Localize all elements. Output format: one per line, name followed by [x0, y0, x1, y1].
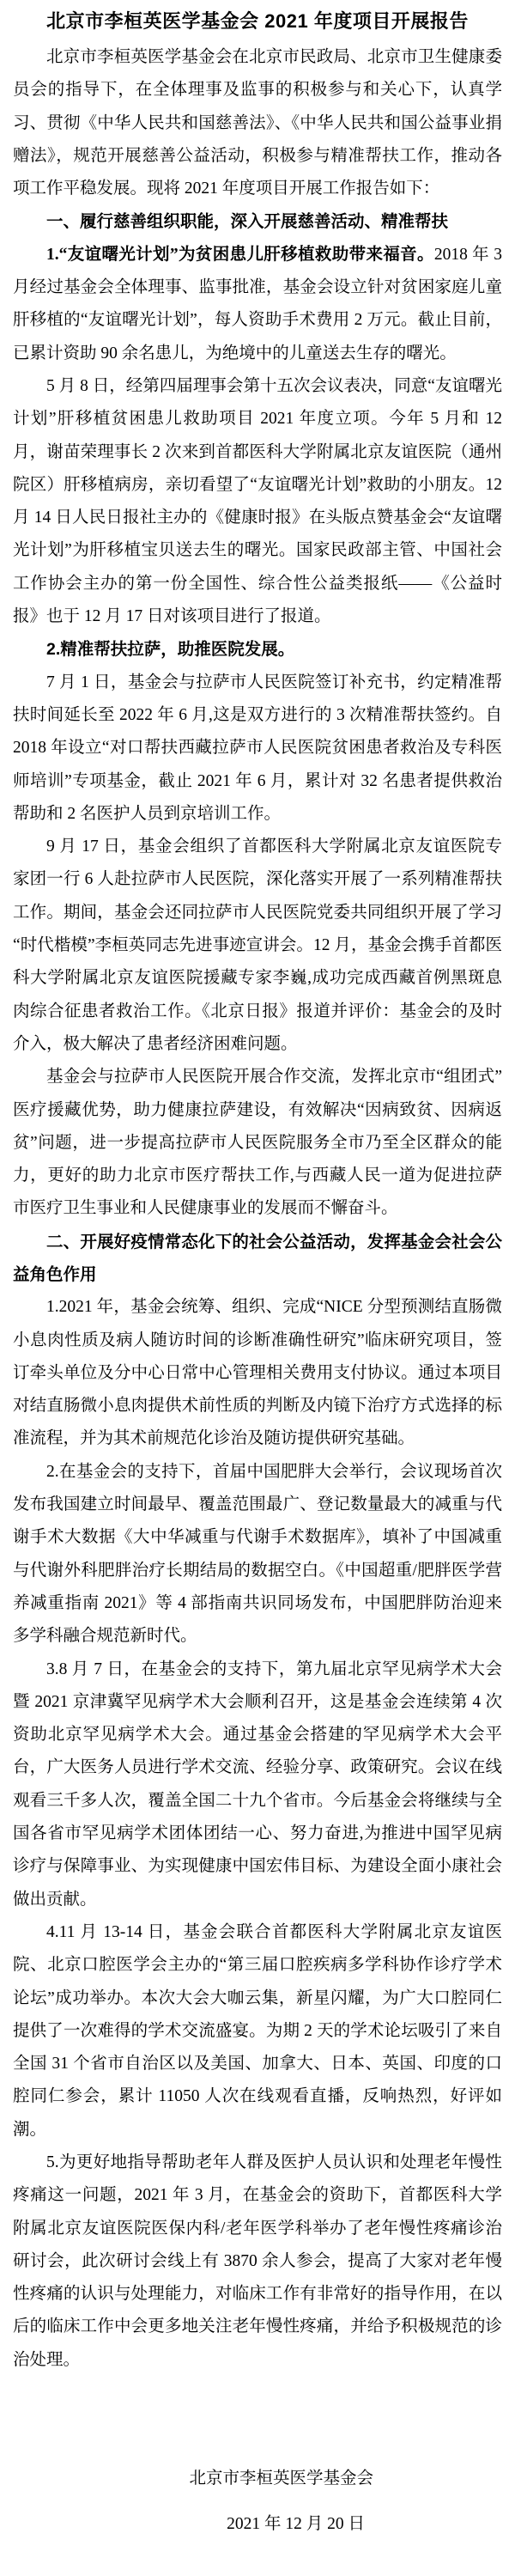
report-paragraph: 5.为更好地指导帮助老年人群及医护人员认识和处理老年慢性疼痛这一问题，2021 年 3 月，在基金会的资助下，首都医科大学附属北京友谊医院医保内科/老年医学科举办了老年慢性疼痛诊治研讨会，此次研讨会线上有 3870 余人参会，提高了大家对老年慢性疼痛的认识与处理能力，对临床工作有非常好的指导作用，在以后的临床工作中会更多地关注老年慢性疼痛，并给予积极规范的诊治处理。 — [13, 2153, 502, 2369]
report-paragraph: 7 月 1 日，基金会与拉萨市人民医院签订补充书，约定精准帮扶时间延长至 2022 年 6 月,这是双方进行的 3 次精准帮扶签约。自 2018 年设立“对口帮扶西藏拉萨市人民医院贫困患者救治及专科医师培训”专项基金，截止 2021 年 6 月，累计对 32 名患者提供救治帮助和 2 名医护人员到京培训工作。 — [13, 673, 502, 823]
section-heading: 二、开展好疫情常态化下的社会公益活动，发挥基金会社会公益角色作用 — [13, 1232, 502, 1284]
report-paragraph: 9 月 17 日，基金会组织了首都医科大学附属北京友谊医院专家团一行 6 人赴拉萨市人民医院，深化落实开展了一系列精准帮扶工作。期间，基金会还同拉萨市人民医院党委共同组织开展了学习“时代楷模”李桓英同志先进事迹宣讲会。12 月，基金会携手首都医科大学附属北京友谊医院援藏专家李巍,成功完成西藏首例黑斑息肉综合征患者救治工作。《北京日报》报道并评价：基金会的及时介入，极大解决了患者经济困难问题。 — [13, 837, 502, 1053]
paragraph-bold-lead: 1.“友谊曙光计划”为贫困患儿肝移植救助带来福音。 — [46, 245, 434, 264]
report-paragraph: 1.“友谊曙光计划”为贫困患儿肝移植救助带来福音。2018 年 3 月经过基金会全体理事、监事批准，基金会设立针对贫困家庭儿童肝移植的“友谊曙光计划”，每人资助手术费用 2 万元。截止目前，已累计资助 90 余名患儿，为绝境中的儿童送去生存的曙光。 — [13, 245, 502, 362]
signature-block — [13, 2463, 502, 2542]
report-paragraph: 北京市李桓英医学基金会在北京市民政局、北京市卫生健康委员会的指导下，在全体理事及监事的积极参与和关心下，认真学习、贯彻《中华人民共和国慈善法》、《中华人民共和国公益事业捐赠法》，规范开展慈善公益活动，积极参与精准帮扶工作，推动各项工作平稳发展。现将 2021 年度项目开展工作报告如下： — [13, 48, 502, 198]
signature-org: 北京市李桓英医学基金会 — [189, 2469, 373, 2488]
report-paragraph: 5 月 8 日，经第四届理事会第十五次会议表决，同意“友谊曙光计划”肝移植贫困患儿救助项目 2021 年度立项。今年 5 月和 12 月，谢苗荣理事长 2 次来到首都医科大学附属北京友谊医院（通州院区）肝移植病房，亲切看望了“友谊曙光计划”救助的小朋友。12 月 14 日人民日报社主办的《健康时报》在头版点赞基金会“友谊曙光计划”为肝移植宝贝送去生的曙光。国家民政部主管、中国社会工作协会主办的第一份全国性、综合性公益类报纸——《公益时报》也于 12 月 17 日对该项目进行了报道。 — [13, 376, 502, 626]
report-paragraph: 4.11 月 13-14 日，基金会联合首都医科大学附属北京友谊医院、北京口腔医学会主办的“第三届口腔疾病多学科协作诊疗学术论坛”成功举办。本次大会大咖云集，新星闪耀，为广大口腔同仁提供了一次难得的学术交流盛宴。为期 2 天的学术论坛吸引了来自全国 31 个省市自治区以及美国、加拿大、日本、英国、印度的口腔同仁参会，累计 11050 人次在线观看直播，反响热烈，好评如潮。 — [13, 1922, 502, 2139]
report-paragraph: 1.2021 年，基金会统筹、组织、完成“NICE 分型预测结直肠微小息肉性质及病人随访时间的诊断准确性研究”临床研究项目，签订牵头单位及分中心日常中心管理相关费用支付协议。通过本项目对结直肠微小息肉提供术前性质的判断及内镜下治疗方式选择的标准流程，并为其术前规范化诊治及随访提供研究基础。 — [13, 1298, 502, 1448]
report-paragraph: 3.8 月 7 日，在基金会的支持下，第九届北京罕见病学术大会暨 2021 京津冀罕见病学术大会顺利召开，这是基金会连续第 4 次资助北京罕见病学术大会。通过基金会搭建的罕见病学术大会平台，广大医务人员进行学术交流、经验分享、政策研究。会议在线观看三千多人次，覆盖全国二十九个省市。今后基金会将继续与全国各省市罕见病学术团体团结一心、努力奋进,为推进中国罕见病诊疗与保障事业、为实现健康中国宏伟目标、为建设全面小康社会做出贡献。 — [13, 1659, 502, 1909]
report-paragraph: 基金会与拉萨市人民医院开展合作交流，发挥北京市“组团式”医疗援藏优势，助力健康拉萨建设，有效解决“因病致贫、因病返贫”问题，进一步提高拉萨市人民医院服务全市乃至全区群众的能力，更好的助力北京市医疗帮扶工作,与西藏人民一道为促进拉萨市医疗卫生事业和人民健康事业的发展而不懈奋斗。 — [13, 1068, 502, 1218]
report-paragraph: 2.在基金会的支持下，首届中国肥胖大会举行，会议现场首次发布我国建立时间最早、覆盖范围最广、登记数量最大的减重与代谢手术大数据《大中华减重与代谢手术数据库》，填补了中国减重与代谢外科肥胖治疗长期结局的数据空白。《中国超重/肥胖医学营养减重指南 2021》等 4 部指南共识同场发布，中国肥胖防治迎来多学科融合规范新时代。 — [13, 1462, 502, 1646]
section-heading: 一、履行慈善组织职能，深入开展慈善活动、精准帮扶 — [46, 212, 449, 232]
document-title: 北京市李桓英医学基金会 2021 年度项目开展报告 — [46, 10, 469, 32]
signature-date: 2021 年 12 月 20 日 — [227, 2515, 365, 2534]
section-heading: 2.精准帮扶拉萨，助推医院发展。 — [46, 640, 295, 660]
document-body — [13, 41, 502, 2377]
